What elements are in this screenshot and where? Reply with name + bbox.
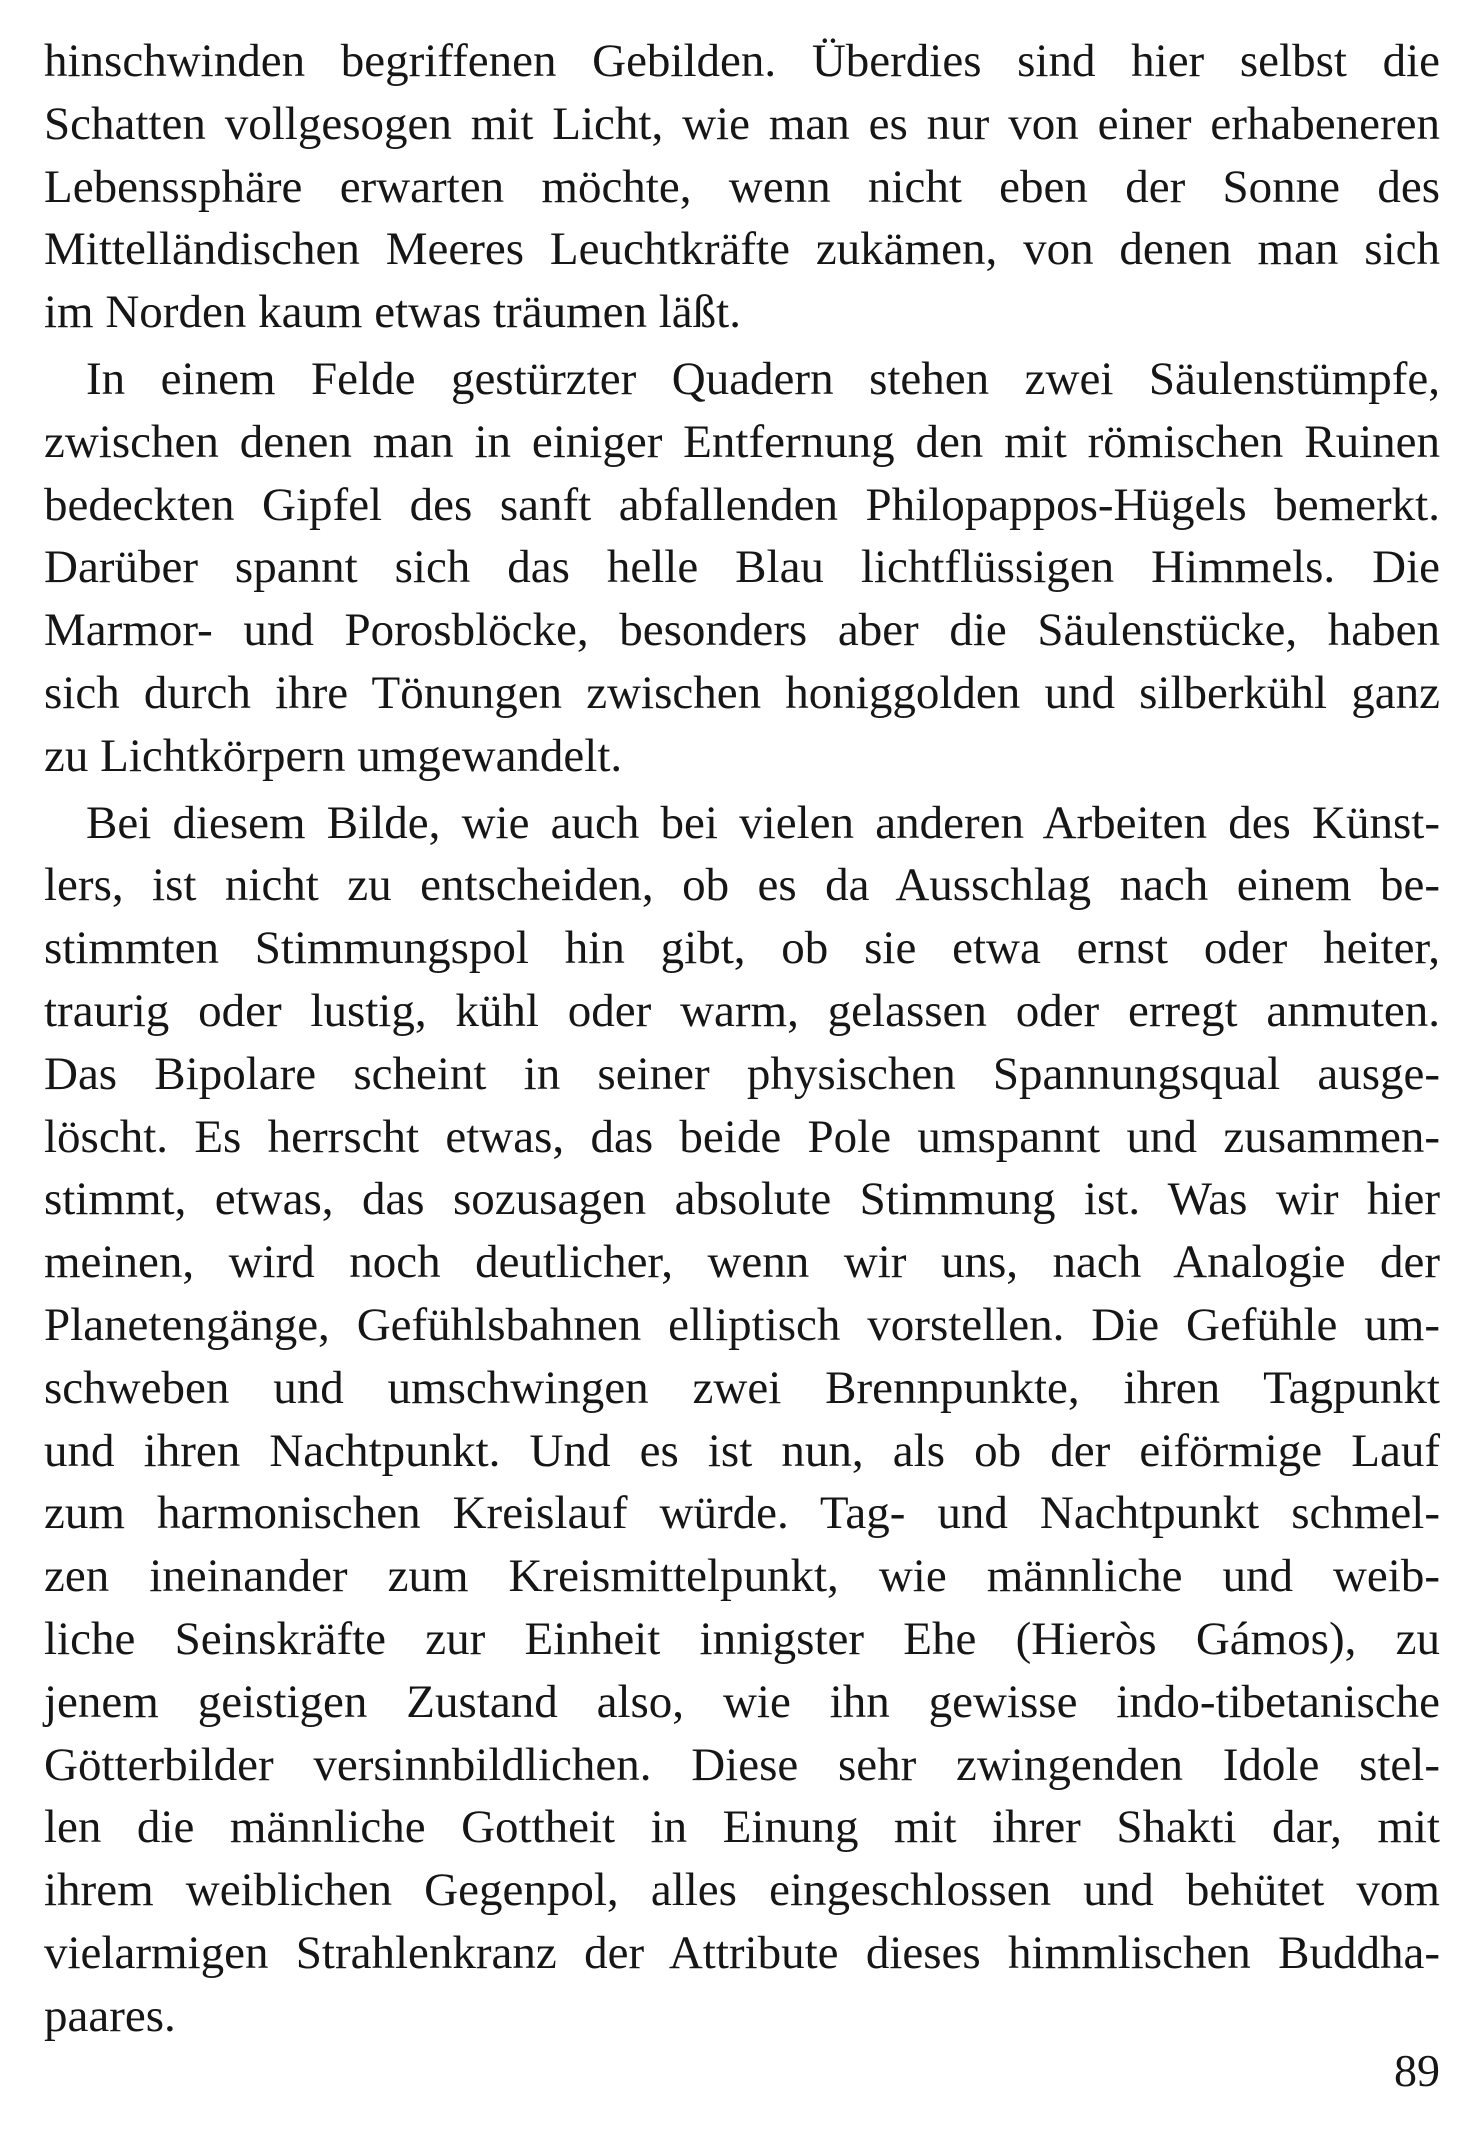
text-line: Götterbilder versinnbildlichen. Diese sehr zwingenden Idole stel- <box>44 1738 1440 1791</box>
text-line: In einem Felde gestürzter Quadern stehen zwei Säulenstümpfe, <box>86 352 1440 405</box>
text-line: stimmt, etwas, das sozusagen absolute Stimmung ist. Was wir hier <box>44 1173 1440 1226</box>
text-line: stimmten Stimmungspol hin gibt, ob sie etwa ernst oder heiter, <box>44 922 1440 975</box>
text-line: Schatten vollgesogen mit Licht, wie man es nur von einer erhabeneren <box>44 97 1440 150</box>
text-line: und ihren Nachtpunkt. Und es ist nun, als ob der eiförmige Lauf <box>44 1424 1440 1477</box>
text-line: im Norden kaum etwas träumen läßt. <box>44 286 741 339</box>
text-line: vielarmigen Strahlenkranz der Attribute dieses himmlischen Buddha- <box>44 1926 1440 1979</box>
text-line: schweben und umschwingen zwei Brennpunkte, ihren Tagpunkt <box>44 1361 1440 1414</box>
text-line: Lebenssphäre erwarten möchte, wenn nicht eben der Sonne des <box>44 160 1440 213</box>
paragraph-3 <box>44 792 1440 2048</box>
text-line: sich durch ihre Tönungen zwischen honiggolden und silberkühl ganz <box>44 666 1440 719</box>
text-line: zen ineinander zum Kreismittelpunkt, wie männliche und weib- <box>44 1550 1440 1603</box>
text-line: zum harmonischen Kreislauf würde. Tag- und Nachtpunkt schmel- <box>44 1487 1440 1540</box>
text-line: Mittelländischen Meeres Leuchtkräfte zukämen, von denen man sich <box>44 223 1440 276</box>
text-line: hinschwinden begriffenen Gebilden. Überdies sind hier selbst die <box>44 35 1440 87</box>
text-line: Marmor- und Porosblöcke, besonders aber die Säulenstücke, haben <box>44 604 1440 657</box>
text-line: paares. <box>44 1989 176 2042</box>
text-line: bedeckten Gipfel des sanft abfallenden Philopappos-Hügels bemerkt. <box>44 478 1440 531</box>
text-line: Darüber spannt sich das helle Blau lichtflüssigen Himmels. Die <box>44 541 1440 594</box>
text-line: Planetengänge, Gefühlsbahnen elliptisch vorstellen. Die Gefühle um- <box>44 1298 1440 1351</box>
text-line: liche Seinskräfte zur Einheit innigster Ehe (Hieròs Gámos), zu <box>44 1612 1440 1665</box>
text-line: lers, ist nicht zu entscheiden, ob es da Ausschlag nach einem be- <box>44 859 1440 912</box>
paragraph-1 <box>44 30 1440 344</box>
text-line: zwischen denen man in einiger Entfernung den mit römischen Ruinen <box>44 415 1440 468</box>
body-text <box>44 30 1440 2048</box>
text-line: len die männliche Gottheit in Einung mit ihrer Shakti dar, mit <box>44 1801 1440 1854</box>
paragraph-2 <box>44 348 1440 788</box>
text-line: löscht. Es herrscht etwas, das beide Pole umspannt und zusammen- <box>44 1110 1440 1163</box>
page-number: 89 <box>1394 2045 1440 2096</box>
text-line: Das Bipolare scheint in seiner physischen Spannungsqual ausge- <box>44 1047 1440 1100</box>
text-line: Bei diesem Bilde, wie auch bei vielen anderen Arbeiten des Künst- <box>86 796 1440 849</box>
text-line: jenem geistigen Zustand also, wie ihn gewisse indo-tibetanische <box>44 1675 1440 1728</box>
text-line: zu Lichtkörpern umgewandelt. <box>44 729 623 782</box>
text-line: traurig oder lustig, kühl oder warm, gelassen oder erregt anmuten. <box>44 984 1440 1037</box>
text-line: meinen, wird noch deutlicher, wenn wir uns, nach Analogie der <box>44 1236 1440 1289</box>
text-line: ihrem weiblichen Gegenpol, alles eingeschlossen und behütet vom <box>44 1864 1440 1917</box>
